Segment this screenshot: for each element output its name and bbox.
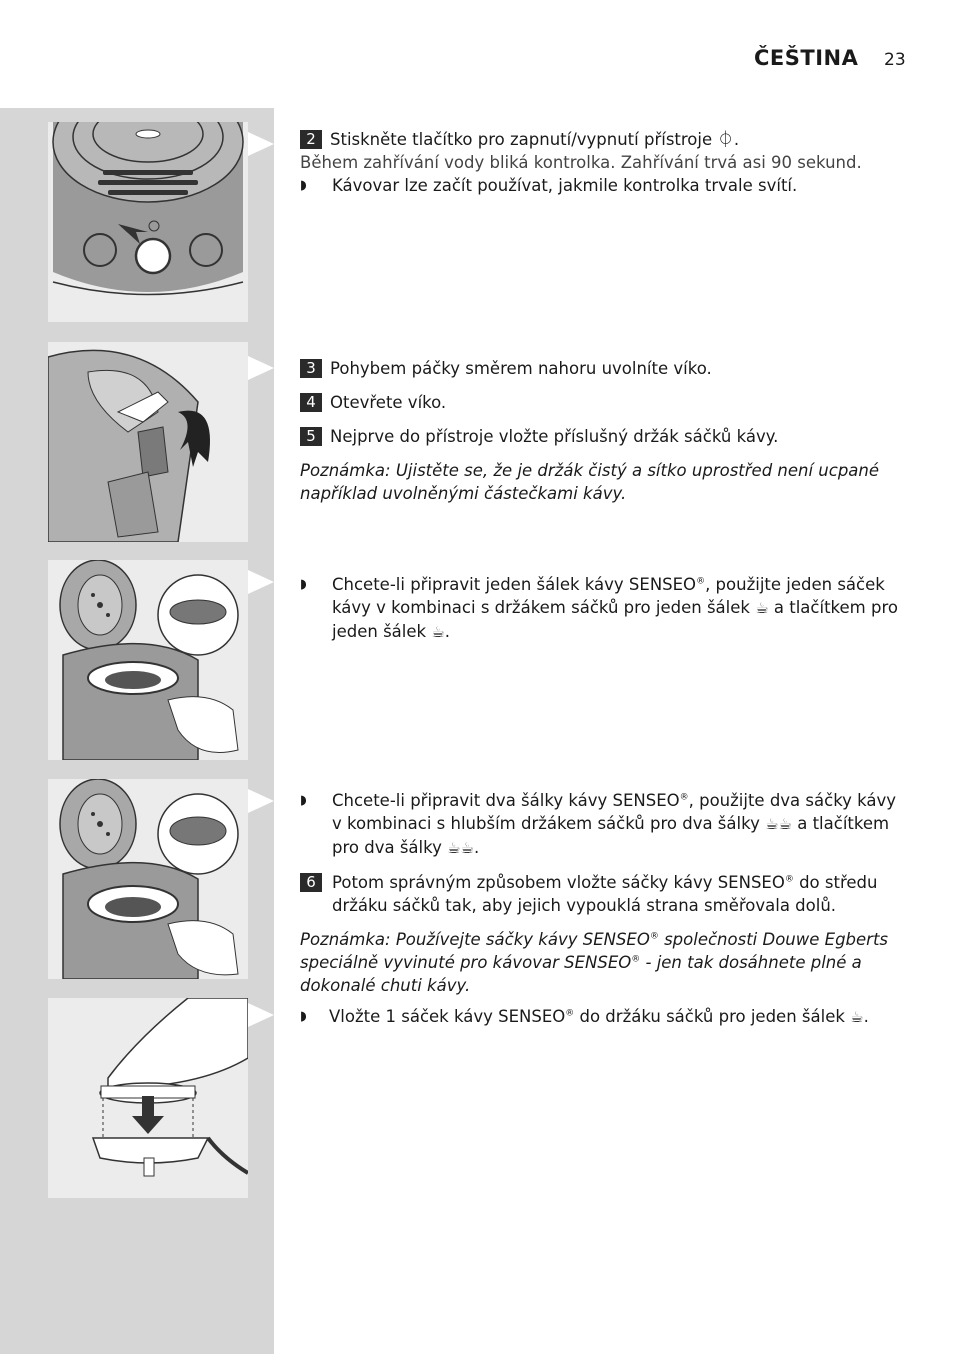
language-heading: ČEŠTINA <box>754 46 859 70</box>
registered-mark: ® <box>565 1008 575 1019</box>
bullet-icon: ◗ <box>300 793 307 808</box>
bullet-text: , použijte dva sáčky kávy v kombinaci s hlubším držákem sáčků pro dva šálky <box>332 791 897 833</box>
section-power-on <box>300 128 910 197</box>
step-text: Pohybem páčky směrem nahoru uvolníte víko. <box>330 359 712 378</box>
step-number-badge: 4 <box>300 393 322 412</box>
note-text: Poznámka: Používejte sáčky kávy SENSEO <box>300 930 650 949</box>
step-number-badge: 2 <box>300 130 322 149</box>
bullet-text: . <box>474 838 480 857</box>
double-cup-icon: ☕☕ <box>447 839 475 857</box>
bullet-text: Kávovar lze začít používat, jakmile kontrolka trvale svítí. <box>332 176 798 195</box>
registered-mark: ® <box>679 792 689 803</box>
bullet-icon: ◗ <box>300 1009 307 1024</box>
section-insert-pad <box>300 1005 910 1029</box>
single-cup-icon: ☕ <box>755 599 769 617</box>
step-text: Potom správným způsobem vložte sáčky kávy SENSEO <box>332 873 785 892</box>
bullet-text: . <box>444 622 451 641</box>
step-text: do středu držáku sáčků tak, aby jejich vypouklá strana směřovala dolů. <box>332 873 878 915</box>
section-double-cup <box>300 789 910 997</box>
single-cup-icon: ☕ <box>431 623 445 641</box>
bullet-text: a tlačítkem pro jeden šálek <box>332 598 898 641</box>
registered-mark: ® <box>649 931 659 942</box>
step-number-badge: 6 <box>300 873 322 892</box>
illustration-pointer <box>248 132 274 156</box>
double-pad-holder-illustration <box>48 779 248 979</box>
single-pad-holder-illustration <box>48 560 248 760</box>
note-text: společnosti Douwe Egberts speciálně vyvinuté pro kávovar SENSEO <box>300 930 889 972</box>
double-cup-icon: ☕☕ <box>765 815 792 833</box>
registered-mark: ® <box>631 954 641 965</box>
step-detail: Během zahřívání vody bliká kontrolka. Zahřívání trvá asi 90 sekund. <box>300 153 862 172</box>
registered-mark: ® <box>784 874 794 885</box>
note-text: Poznámka: Ujistěte se, že je držák čistý a sítko uprostřed není ucpané například uvolněnými částečkami kávy. <box>300 461 880 503</box>
illustration-pointer <box>248 1003 274 1027</box>
illustration-pointer <box>248 789 274 813</box>
bullet-text: do držáku sáčků pro jeden šálek <box>574 1007 851 1026</box>
bullet-text: Chcete-li připravit jeden šálek kávy SENSEO <box>332 575 697 594</box>
bullet-text: Chcete-li připravit dva šálky kávy SENSEO <box>332 791 680 810</box>
insert-pad-illustration <box>48 998 248 1198</box>
lid-lever-illustration <box>48 342 248 542</box>
page-number: 23 <box>884 50 906 70</box>
registered-mark: ® <box>696 576 706 587</box>
coffee-machine-power-button-illustration <box>48 122 248 322</box>
bullet-text: Vložte 1 sáček kávy SENSEO <box>329 1007 566 1026</box>
step-text: Stiskněte tlačítko pro zapnutí/vypnutí přístroje ⏀. <box>330 130 740 149</box>
bullet-text: a tlačítkem pro dva šálky <box>332 814 890 857</box>
illustration-pointer <box>248 356 274 380</box>
section-open-lid <box>300 357 910 505</box>
section-single-cup <box>300 573 910 644</box>
bullet-text: , použijte jeden sáček kávy v kombinaci s držákem sáčků pro jeden šálek <box>332 575 885 617</box>
illustration-pointer <box>248 570 274 594</box>
bullet-icon: ◗ <box>300 178 307 193</box>
step-text: Otevřete víko. <box>330 393 447 412</box>
step-number-badge: 5 <box>300 427 322 446</box>
note-text: - jen tak dosáhnete plné a dokonalé chuti kávy. <box>300 953 862 995</box>
step-number-badge: 3 <box>300 359 322 378</box>
bullet-icon: ◗ <box>300 577 307 592</box>
step-text: Nejprve do přístroje vložte příslušný držák sáčků kávy. <box>330 427 779 446</box>
bullet-text: . <box>863 1007 869 1026</box>
single-cup-icon: ☕ <box>850 1008 864 1026</box>
